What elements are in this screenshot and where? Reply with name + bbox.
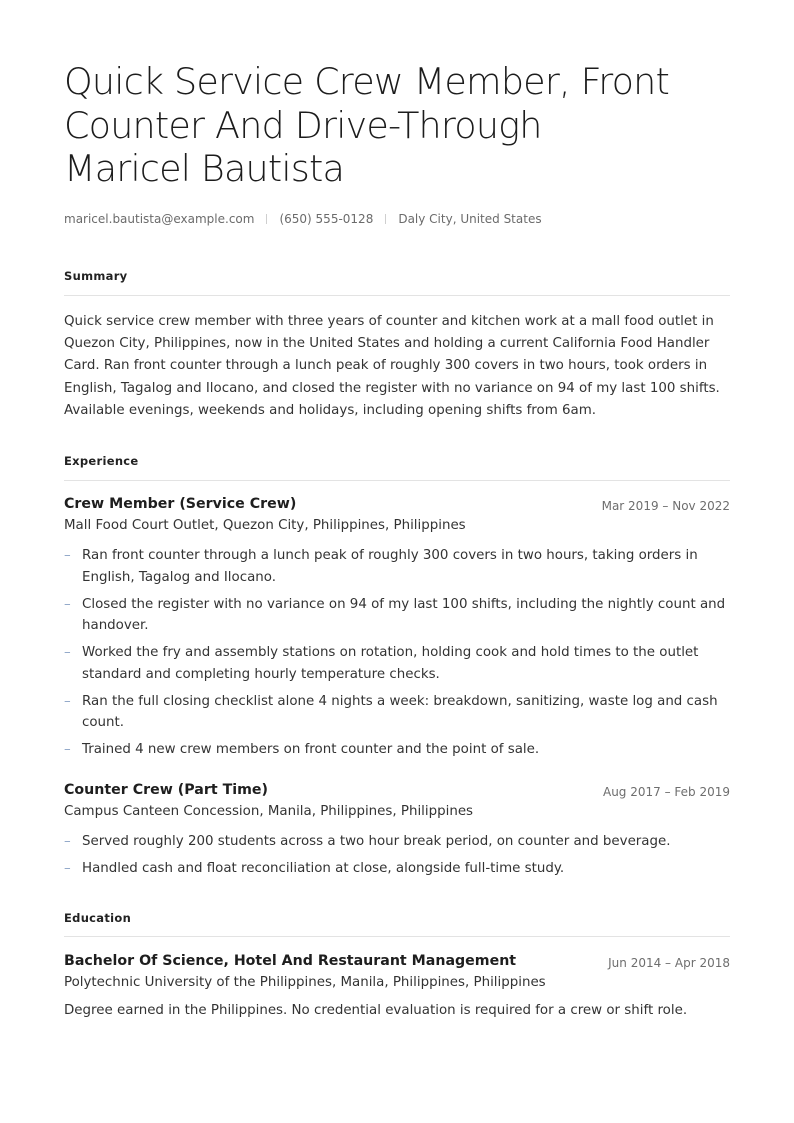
bullet-marker: – (64, 548, 71, 563)
phone-text: (650) 555-0128 (279, 212, 374, 226)
job-employer: Campus Canteen Concession, Manila, Philippines, Philippines (64, 804, 474, 819)
title-line: Counter And Drive-Through (64, 103, 542, 147)
bullet-marker: – (64, 834, 71, 849)
job-header (64, 782, 730, 802)
experience-heading: Experience (64, 454, 139, 468)
contact-divider (266, 214, 267, 224)
location-text: Daly City, United States (398, 212, 542, 226)
bullet-marker: – (64, 596, 71, 612)
job-bullet (64, 691, 730, 734)
bullet-text: Served roughly 200 students across a two hour break period, on counter and beverage. (82, 834, 671, 849)
summary-text: Quick service crew member with three years of counter and kitchen work at a mall food outlet in Quezon City, Philippines, now in the United States and holding a current California Food Handler Card. Ran front counter through a lunch peak of roughly 300 covers in two hours, took orders in English, Tagalog and Ilocano, and closed the register with no variance on 94 of my last 100 shifts. Available evenings, weekends and holidays, including opening shifts from 6am. (64, 314, 720, 418)
job-employer: Mall Food Court Outlet, Quezon City, Philippines, Philippines (64, 518, 466, 533)
job-bullet (64, 642, 730, 685)
job-bullet (64, 594, 730, 637)
contact-divider (385, 214, 386, 224)
job-header (64, 496, 730, 516)
job-dates: Aug 2017 – Feb 2019 (602, 785, 730, 799)
job-title: Crew Member (Service Crew) (64, 496, 297, 512)
job-bullet (64, 739, 730, 761)
section-divider (64, 480, 730, 481)
email-text: maricel.bautista@example.com (64, 212, 255, 226)
bullet-marker: – (64, 861, 71, 876)
bullet-marker: – (64, 645, 71, 660)
job-title: Counter Crew (Part Time) (64, 782, 269, 798)
job-dates: Mar 2019 – Nov 2022 (601, 499, 730, 513)
bullet-text: Handled cash and float reconciliation at close, alongside full-time study. (82, 861, 565, 876)
summary-heading: Summary (64, 269, 128, 283)
job-bullet (64, 858, 730, 880)
resume-title (64, 60, 730, 191)
bullet-marker: – (64, 742, 71, 757)
contact-info (64, 212, 542, 226)
education-dates: Jun 2014 – Apr 2018 (608, 956, 730, 970)
education-description: Degree earned in the Philippines. No credential evaluation is required for a crew or shift role. (64, 1003, 688, 1018)
bullet-marker: – (64, 693, 71, 709)
bullet-text: Worked the fry and assembly stations on rotation, holding cook and hold times to the outlet standard and completing hourly temperature checks. (82, 645, 699, 682)
section-divider (64, 295, 730, 296)
degree-title: Bachelor Of Science, Hotel And Restaurant Management (64, 953, 517, 969)
job-bullet-list (64, 831, 730, 885)
bullet-text: Closed the register with no variance on 94 of my last 100 shifts, including the nightly count and handover. (82, 596, 726, 633)
education-heading: Education (64, 911, 132, 925)
job-bullet (64, 831, 730, 853)
job-bullet-list (64, 545, 730, 766)
title-line: Quick Service Crew Member, Front (64, 60, 669, 103)
section-divider (64, 936, 730, 937)
bullet-text: Trained 4 new crew members on front counter and the point of sale. (82, 742, 540, 757)
bullet-text: Ran front counter through a lunch peak of roughly 300 covers in two hours, taking orders in English, Tagalog and Ilocano. (82, 548, 698, 585)
bullet-text: Ran the full closing checklist alone 4 nights a week: breakdown, sanitizing, waste log and cash count. (82, 693, 718, 730)
candidate-name: Maricel Bautista (64, 147, 345, 190)
job-bullet (64, 545, 730, 588)
education-header (64, 953, 730, 973)
school-name: Polytechnic University of the Philippines, Manila, Philippines, Philippines (64, 975, 546, 990)
